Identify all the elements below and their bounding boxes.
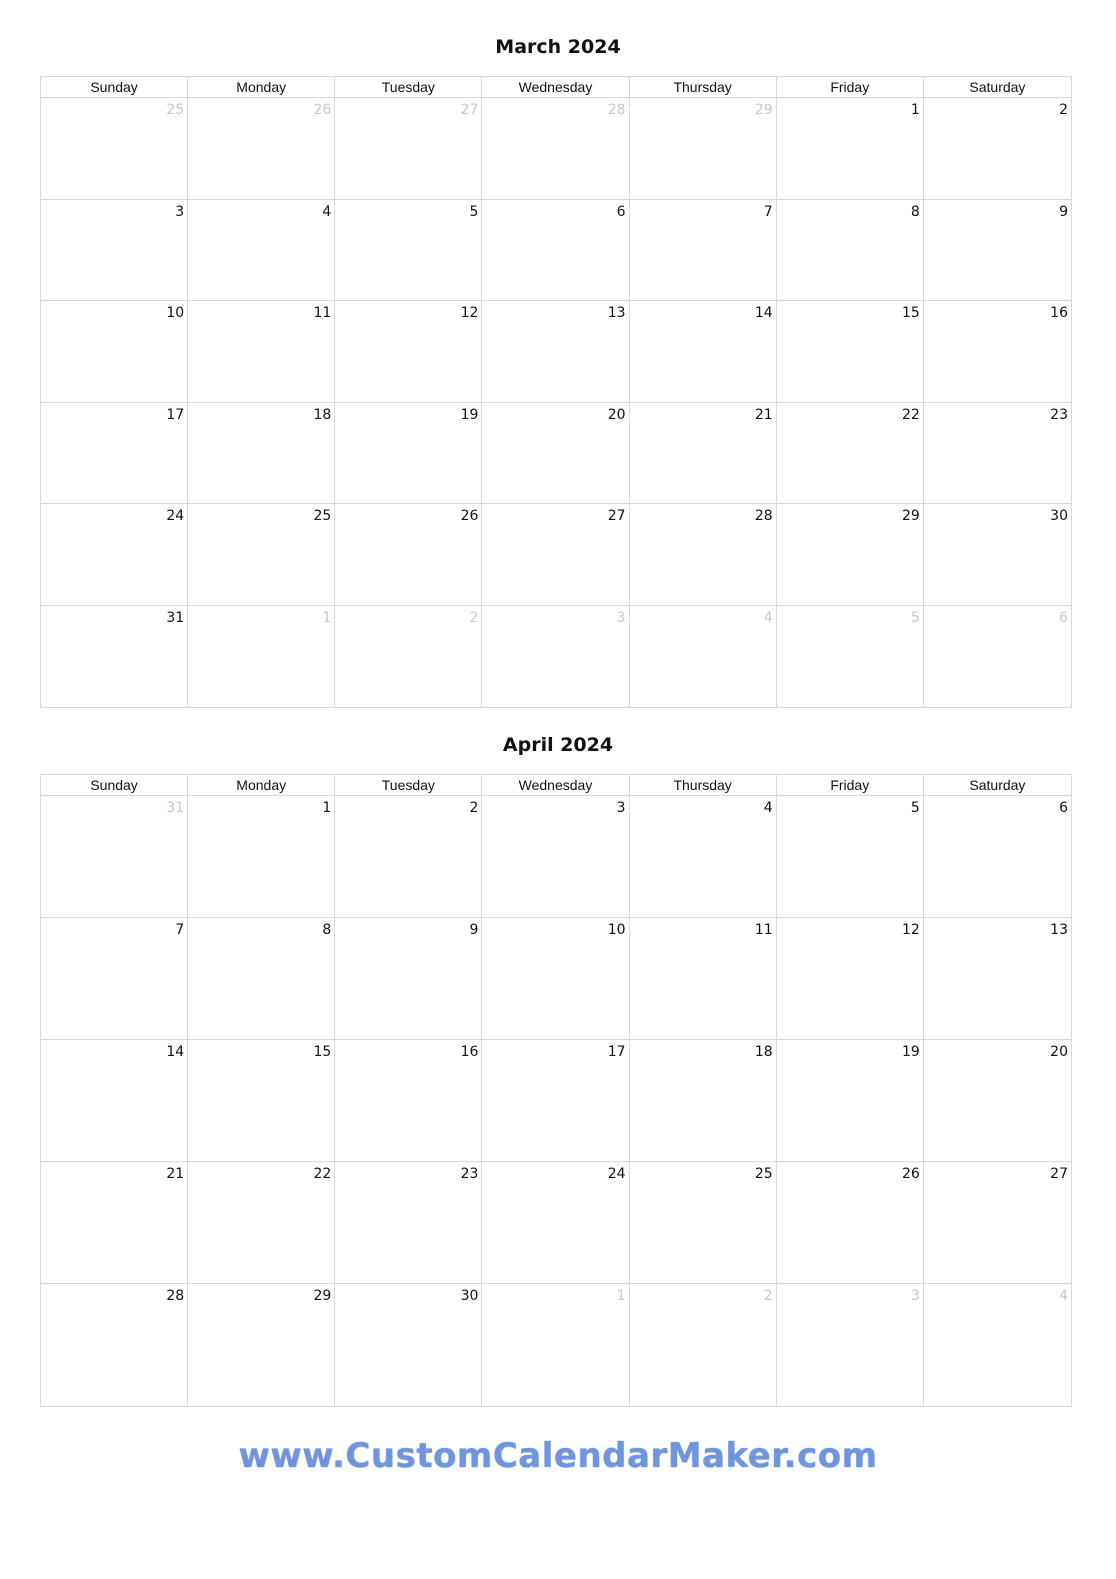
day-cell [41, 1284, 188, 1406]
weekday-header: Thursday [630, 775, 777, 796]
day-cell [924, 403, 1071, 505]
day-number: 1 [616, 1288, 626, 1304]
day-number: 11 [313, 305, 332, 321]
day-number: 23 [1050, 406, 1068, 423]
day-number: 3 [175, 203, 185, 220]
day-number: 7 [175, 922, 185, 938]
day-number: 27 [460, 102, 479, 118]
day-number: 26 [460, 508, 479, 524]
day-number: 6 [1059, 609, 1068, 626]
day-cell-adjacent-month [41, 98, 188, 200]
day-number: 20 [1050, 1044, 1068, 1060]
day-number: 1 [910, 102, 920, 118]
day-cell [335, 1162, 482, 1284]
day-cell [630, 403, 777, 505]
day-cell-adjacent-month [482, 606, 629, 708]
day-number: 23 [460, 1166, 479, 1182]
day-number: 31 [166, 609, 185, 626]
day-cell [924, 1040, 1071, 1162]
day-number: 2 [469, 800, 479, 816]
day-cell [482, 1162, 629, 1284]
day-cell-adjacent-month [335, 606, 482, 708]
day-cell [188, 1040, 335, 1162]
day-cell [630, 796, 777, 918]
day-number: 5 [910, 609, 920, 626]
day-cell-adjacent-month [482, 98, 629, 200]
day-number: 27 [607, 508, 626, 524]
day-cell-adjacent-month [777, 1284, 924, 1406]
day-number: 3 [616, 609, 626, 626]
day-cell-adjacent-month [630, 98, 777, 200]
day-cell [777, 918, 924, 1040]
day-cell-adjacent-month [777, 606, 924, 708]
day-cell [188, 796, 335, 918]
weekday-header: Wednesday [482, 77, 629, 98]
day-number: 6 [1059, 800, 1068, 816]
day-number: 21 [754, 406, 773, 423]
day-number: 3 [616, 800, 626, 816]
day-number: 5 [910, 800, 920, 816]
day-number: 13 [607, 305, 626, 321]
day-number: 17 [607, 1044, 626, 1060]
day-cell [482, 200, 629, 302]
day-cell [335, 1284, 482, 1406]
weekday-header: Friday [777, 77, 924, 98]
day-cell-adjacent-month [482, 1284, 629, 1406]
weekday-header: Sunday [41, 77, 188, 98]
day-number: 19 [460, 406, 479, 423]
day-number: 4 [1059, 1288, 1068, 1304]
day-cell-adjacent-month [924, 606, 1071, 708]
day-number: 25 [313, 508, 332, 524]
day-cell-adjacent-month [41, 796, 188, 918]
weekday-header: Monday [188, 775, 335, 796]
day-number: 21 [166, 1166, 185, 1182]
day-number: 29 [754, 102, 773, 118]
day-number: 9 [1059, 203, 1068, 220]
day-cell [188, 918, 335, 1040]
day-cell [335, 918, 482, 1040]
weekday-header: Sunday [41, 775, 188, 796]
day-cell [41, 1040, 188, 1162]
day-cell [335, 1040, 482, 1162]
day-cell-adjacent-month [924, 1284, 1071, 1406]
day-cell-adjacent-month [188, 606, 335, 708]
day-cell [335, 301, 482, 403]
day-number: 8 [910, 203, 920, 220]
day-cell [482, 796, 629, 918]
day-number: 28 [607, 102, 626, 118]
day-cell [41, 918, 188, 1040]
weekday-header: Tuesday [335, 77, 482, 98]
day-number: 18 [754, 1044, 773, 1060]
day-cell [924, 796, 1071, 918]
day-cell [777, 301, 924, 403]
day-number: 1 [322, 609, 332, 626]
day-cell [777, 1162, 924, 1284]
day-number: 6 [616, 203, 626, 220]
weekday-header: Monday [188, 77, 335, 98]
day-cell [630, 200, 777, 302]
day-number: 28 [166, 1288, 185, 1304]
day-number: 29 [902, 508, 920, 524]
day-number: 24 [607, 1166, 626, 1182]
day-cell [41, 301, 188, 403]
day-number: 25 [754, 1166, 773, 1182]
day-cell [924, 301, 1071, 403]
weekday-header: Saturday [924, 77, 1071, 98]
day-cell [335, 504, 482, 606]
day-cell [188, 504, 335, 606]
day-cell [41, 1162, 188, 1284]
day-cell [630, 301, 777, 403]
day-cell [630, 504, 777, 606]
day-number: 15 [902, 305, 920, 321]
day-cell [924, 504, 1071, 606]
day-number: 20 [607, 406, 626, 423]
day-number: 10 [607, 922, 626, 938]
day-number: 18 [313, 406, 332, 423]
day-cell [777, 98, 924, 200]
day-cell [482, 403, 629, 505]
day-number: 5 [469, 203, 479, 220]
day-number: 2 [1059, 102, 1068, 118]
day-cell [335, 796, 482, 918]
day-cell [777, 403, 924, 505]
day-number: 19 [902, 1044, 920, 1060]
day-cell [924, 1162, 1071, 1284]
day-cell [630, 1162, 777, 1284]
day-number: 26 [902, 1166, 920, 1182]
day-cell [630, 1040, 777, 1162]
day-cell [924, 200, 1071, 302]
day-cell-adjacent-month [630, 1284, 777, 1406]
day-number: 30 [460, 1288, 479, 1304]
weekday-header: Saturday [924, 775, 1071, 796]
day-number: 8 [322, 922, 332, 938]
day-cell [41, 200, 188, 302]
day-cell [188, 200, 335, 302]
day-cell-adjacent-month [630, 606, 777, 708]
month-title-march: March 2024 [495, 36, 621, 58]
day-number: 1 [322, 800, 332, 816]
day-number: 9 [469, 922, 479, 938]
day-cell [188, 403, 335, 505]
day-number: 10 [166, 305, 185, 321]
day-number: 3 [910, 1288, 920, 1304]
day-number: 24 [166, 508, 185, 524]
day-number: 30 [1050, 508, 1068, 524]
day-cell [41, 504, 188, 606]
footer-website-link[interactable]: www.CustomCalendarMaker.com [238, 1436, 878, 1476]
day-number: 27 [1050, 1166, 1068, 1182]
weekday-header: Tuesday [335, 775, 482, 796]
day-cell [41, 403, 188, 505]
day-cell [482, 918, 629, 1040]
day-cell [777, 504, 924, 606]
day-cell [482, 504, 629, 606]
weekday-header: Friday [777, 775, 924, 796]
day-number: 14 [754, 305, 773, 321]
weekday-header: Wednesday [482, 775, 629, 796]
day-number: 22 [902, 406, 920, 423]
day-number: 4 [322, 203, 332, 220]
day-cell [924, 918, 1071, 1040]
day-cell-adjacent-month [188, 98, 335, 200]
day-cell [335, 403, 482, 505]
day-number: 17 [166, 406, 185, 423]
day-number: 7 [763, 203, 773, 220]
day-number: 13 [1050, 922, 1068, 938]
day-cell [335, 200, 482, 302]
day-number: 16 [460, 1044, 479, 1060]
day-number: 16 [1050, 305, 1068, 321]
day-number: 4 [763, 800, 773, 816]
day-cell [630, 918, 777, 1040]
day-cell [482, 301, 629, 403]
calendar-grid-april [40, 774, 1072, 1407]
day-number: 12 [460, 305, 479, 321]
day-number: 28 [754, 508, 773, 524]
day-number: 4 [763, 609, 773, 626]
day-number: 25 [166, 102, 185, 118]
day-number: 14 [166, 1044, 185, 1060]
day-number: 15 [313, 1044, 332, 1060]
day-number: 29 [313, 1288, 332, 1304]
day-number: 11 [754, 922, 773, 938]
day-number: 31 [166, 800, 185, 816]
day-cell [777, 200, 924, 302]
day-cell [482, 1040, 629, 1162]
day-cell-adjacent-month [335, 98, 482, 200]
weekday-header: Thursday [630, 77, 777, 98]
day-cell [188, 301, 335, 403]
day-number: 22 [313, 1166, 332, 1182]
day-cell [924, 98, 1071, 200]
month-title-april: April 2024 [502, 734, 614, 756]
day-number: 2 [469, 609, 479, 626]
calendar-grid-march [40, 76, 1072, 708]
day-number: 12 [902, 922, 920, 938]
day-cell [41, 606, 188, 708]
day-cell [188, 1284, 335, 1406]
day-cell [188, 1162, 335, 1284]
day-cell [777, 1040, 924, 1162]
day-cell [777, 796, 924, 918]
day-number: 26 [313, 102, 332, 118]
day-number: 2 [763, 1288, 773, 1304]
